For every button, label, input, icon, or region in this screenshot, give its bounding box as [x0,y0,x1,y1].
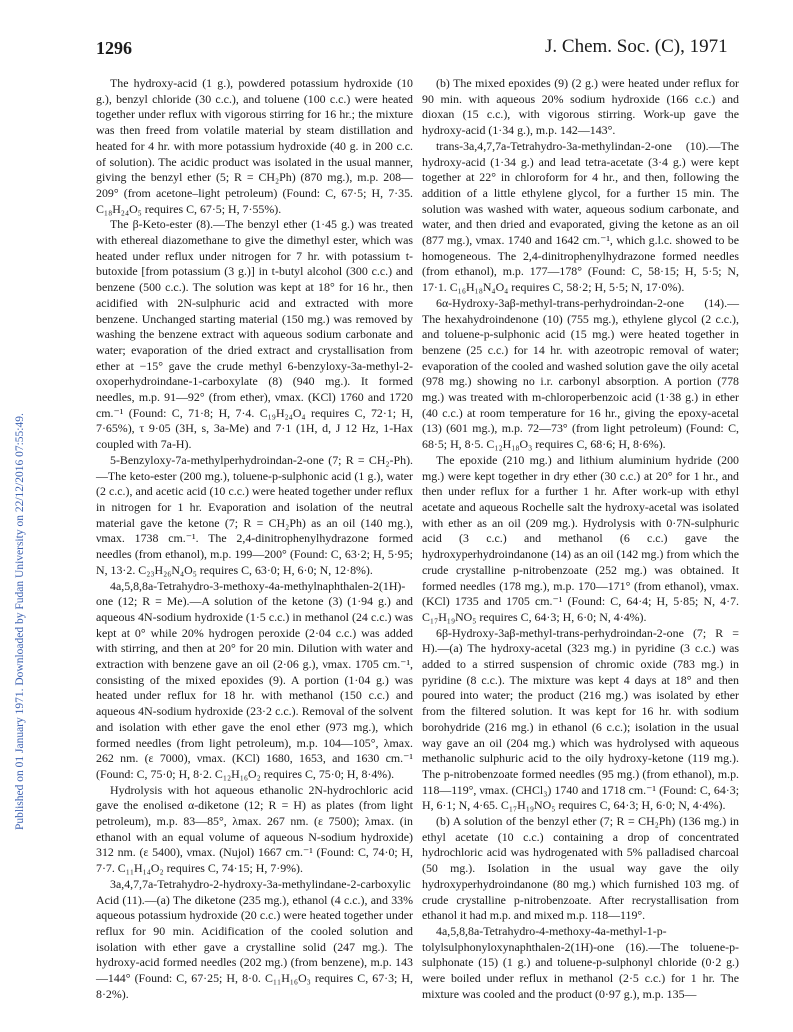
paragraph: 4a,5,8,8a-Tetrahydro-3-methoxy-4a-methylnaphthalen-2(1H)-one (12; R = Me).—A solution of the ketone (3) (1·94 g.) and aqueous 4N-sodium hydroxide (1·5 c.c.) in methanol (24 c.c.) was kept at 0° while 20% hydrogen peroxide (2·04 c.c.) was added with stirring, and then at 20° for 20 min. Dilution with water and extraction with benzene gave an oil (2·06 g.), νmax. 1705 cm.⁻¹, consisting of the mixed epoxides (9). A portion (1·04 g.) was heated under reflux for 18 hr. with methanol (150 c.c.) and aqueous 4N-sodium hydroxide (23·2 c.c.). Removal of the solvent and isolation with ether gave the enol ether (973 mg.), which formed needles (from light petroleum), m.p. 104—105°, λmax. 262 nm. (ε 7000), νmax. (KCl) 1680, 1653, and 1630 cm.⁻¹ (Found: C, 75·0; H, 8·2. C₁₂H₁₆O₂ requires C, 75·0; H, 8·4%). [96,578,413,781]
paragraph: The epoxide (210 mg.) and lithium aluminium hydride (200 mg.) were kept together in dry ether (30 c.c.) at 20° for 1 hr., and then under reflux for a further 1 hr. After work-up with ethyl acetate and aqueous Rochelle salt the hydroxy-acetal was isolated with ether as an oil (209 mg.). Hydrolysis with 0·7N-sulphuric acid (3 c.c.) and methanol (6 c.c.) gave the hydroxyperhydroindanone (14) as an oil (142 mg.) from which the crude crystalline p-nitrobenzoate (252 mg.) was obtained. It formed needles (178 mg.), m.p. 170—171° (from ethanol), νmax. (KCl) 1735 and 1705 cm.⁻¹ (Found: C, 64·4; H, 5·85; N, 4·7. C₁₇H₁₉NO₅ requires C, 64·3; H, 6·0; N, 4·4%). [422,452,740,624]
running-head: J. Chem. Soc. (C), 1971 [545,36,728,57]
paragraph: (b) The mixed epoxides (9) (2 g.) were heated under reflux for 90 min. with aqueous 20% sodium hydroxide (166 c.c.) and dioxan (15 c.c.), with vigorous stirring. Work-up gave the hydroxy-acid (1·34 g.), m.p. 142—143°. [422,76,739,138]
page-number: 1296 [96,38,132,58]
paragraph: (b) A solution of the benzyl ether (7; R = CH₂Ph) (136 mg.) in ethyl acetate (10 c.c.) containing a drop of concentrated hydrochloric acid was hydrogenated with 5% palladised charcoal (50 mg.). Isolation in the usual way gave the oily hydroxyperhydroindanone (80 mg.) which furnished 103 mg. of crude crystalline p-nitrobenzoate. After recrystallisation from ethanol it had m.p. and mixed m.p. 118—119°. [422,814,739,923]
download-watermark: Published on 01 January 1971. Downloaded by Fudan University on 22/12/2016 07:55:49. [14,413,26,830]
paragraph: 5-Benzyloxy-7a-methylperhydroindan-2-one (7; R = CH₂-Ph).—The keto-ester (200 mg.), toluene-p-sulphonic acid (1 g.), water (2 c.c.), and acetic acid (10 c.c.) were heated together under reflux in nitrogen for 1 hr. Evaporation and isolation of the neutral material gave the ketone (7; R = CH₂Ph) as an oil (140 mg.), νmax. 1738 cm.⁻¹. The 2,4-dinitrophenylhydrazone formed needles (from ethanol), m.p. 199—200° (Found: C, 63·2; H, 5·95; N, 13·2. C₂₃H₂₆N₄O₅ requires C, 63·0; H, 6·0; N, 12·8%). [96,452,413,577]
paragraph: trans-3a,4,7,7a-Tetrahydro-3a-methylindan-2-one (10).—The hydroxy-acid (1·34 g.) and lead tetra-acetate (3·4 g.) were kept together at 22° in chloroform for 4 hr., and then, following the addition of a little ethylene glycol, for a further 15 min. The solution was washed with water, aqueous sodium carbonate, and water, and then dried and evaporated, giving the ketone as an oil (877 mg.), νmax. 1740 and 1642 cm.⁻¹, which g.l.c. showed to be homogeneous. The 2,4-dinitrophenylhydrazone formed needles (from ethanol), m.p. 177—178° (Found: C, 58·15; H, 5·5; N, 17·1. C₁₆H₁₈N₄O₄ requires C, 58·2; H, 5·5; N, 17·0%). [422,138,739,295]
left-column [96,76,413,1002]
right-column [422,76,739,1002]
paragraph: 3a,4,7,7a-Tetrahydro-2-hydroxy-3a-methylindane-2-carboxylic Acid (11).—(a) The diketone (235 mg.), ethanol (4 c.c.), and 33% aqueous potassium hydroxide (20 c.c.) were heated together under reflux for 90 min. Acidification of the cooled solution and isolation with ether gave a crystalline solid (247 mg.). The hydroxy-acid formed needles (202 mg.) (from benzene), m.p. 143—144° (Found: C, 67·25; H, 8·0. C₁₁H₁₆O₃ requires C, 67·3; H, 8·2%). [96,876,413,1001]
paragraph: Hydrolysis with hot aqueous ethanolic 2N-hydrochloric acid gave the enolised α-diketone (12; R = H) as plates (from light petroleum), m.p. 83—85°, λmax. 267 nm. (ε 7500); λmax. (in ethanol with an equal volume of aqueous N-sodium hydroxide) 312 nm. (ε 5400), νmax. (Nujol) 1667 cm.⁻¹ (Found: C, 74·0; H, 7·7. C₁₁H₁₄O₂ requires C, 74·15; H, 7·9%). [96,782,413,876]
paragraph: 6α-Hydroxy-3aβ-methyl-trans-perhydroindan-2-one (14).—The hexahydroindenone (10) (755 mg.), ethylene glycol (2 c.c.), and toluene-p-sulphonic acid (15 mg.) were heated together in benzene (25 c.c.) for 14 hr. with azeotropic removal of water; evaporation of the cooled and washed solution gave the oily acetal (978 mg.) showing no i.r. carbonyl absorption. A portion (778 mg.) was treated with m-chloroperbenzoic acid (1·38 g.) in ether (40 c.c.) at room temperature for 16 hr., giving the epoxy-acetal (13) (601 mg.), m.p. 72—73° (from light petroleum) (Found: C, 68·5; H, 8·5. C₁₂H₁₈O₃ requires C, 68·6; H, 8·6%). [422,295,739,452]
paragraph: 4a,5,8,8a-Tetrahydro-4-methoxy-4a-methyl-1-p-tolylsulphonyloxynaphthalen-2(1H)-one (16).—The toluene-p-sulphonate (15) (1 g.) and toluene-p-sulphonyl chloride (0·2 g.) were boiled under reflux in methanol (2·5 c.c.) for 1 hr. The mixture was cooled and the product (0·97 g.), m.p. 135— [422,923,739,1001]
paragraph: The β-Keto-ester (8).—The benzyl ether (1·45 g.) was treated with ethereal diazomethane to give the dimethyl ester, which was heated under reflux under nitrogen for 7 hr. with potassium t-butoxide [from potassium (3 g.)] in t-butyl alcohol (300 c.c.) and benzene (500 c.c.). The solution was kept at 18° for 16 hr., then acidified with 2N-sulphuric acid and extracted with more benzene. Unchanged starting material (150 mg.) was removed by washing the benzene extract with aqueous sodium carbonate and water; evaporation of the dried extract and crystallisation from ether at −15° gave the crude methyl 6-benzyloxy-3a-methyl-2-oxoperhydroindane-1-carboxylate (8) (940 mg.). It formed needles, m.p. 91—92° (from ether), νmax. (KCl) 1760 and 1720 cm.⁻¹ (Found: C, 71·8; H, 7·4. C₁₉H₂₄O₄ requires C, 72·1; H, 7·65%), τ 9·05 (3H, s, 3a-Me) and 7·1 (1H, d, J 12 Hz, 1-Hax coupled with 7a-H). [96,217,413,452]
paragraph: The hydroxy-acid (1 g.), powdered potassium hydroxide (10 g.), benzyl chloride (30 c.c.), and toluene (100 c.c.) were heated together under reflux with vigorous stirring for 16 hr.; the mixture was then freed from volatile material by steam distillation and heated for 4 hr. with more potassium hydroxide (40 g. in 200 c.c. of solution). The acidic product was isolated in the usual manner, giving the benzyl ether (5; R = CH₂Ph) (870 mg.), m.p. 208—209° (from acetone–light petroleum) (Found: C, 67·5; H, 7·35. C₁₈H₂₄O₅ requires C, 67·5; H, 7·55%). [96,76,413,216]
paragraph: 6β-Hydroxy-3aβ-methyl-trans-perhydroindan-2-one (7; R = H).—(a) The hydroxy-acetal (323 mg.) in pyridine (3 c.c.) was added to a stirred suspension of chromic oxide (783 mg.) in pyridine (8 c.c.). The mixture was kept 4 days at 18° and then poured into water; the product (216 mg.) was isolated by ether from the filtered solution. It was kept for 16 hr. with sodium borohydride (216 mg.) in ethanol (6 c.c.); isolation in the usual way gave an oil (204 mg.) which was hydrolysed with aqueous methanolic sulphuric acid to the oily hydroxy-ketone (119 mg.). The p-nitrobenzoate formed needles (95 mg.) (from ethanol), m.p. 118—119°, νmax. (CHCl₃) 1740 and 1718 cm.⁻¹ (Found: C, 64·3; H, 6·1; N, 4·65. C₁₇H₁₉NO₅ requires C, 64·3; H, 6·0; N, 4·4%). [422,625,739,813]
